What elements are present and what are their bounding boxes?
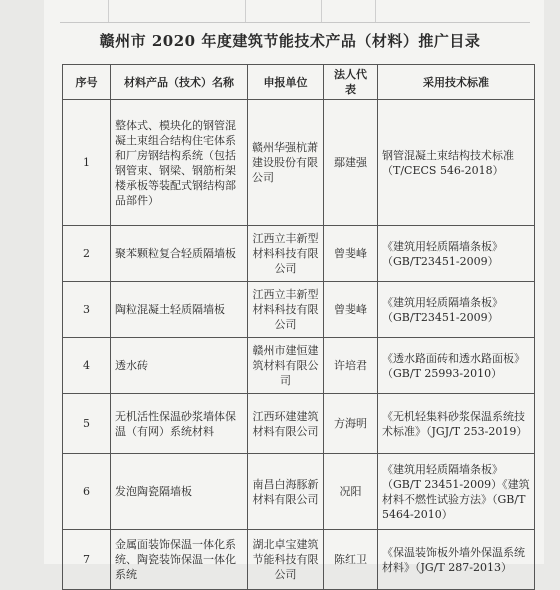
row-std: 《建筑用轻质隔墙条板》（GB/T23451-2009） (378, 282, 535, 338)
table-row (63, 338, 535, 394)
row-rep: 陈红卫 (324, 530, 378, 590)
row-rep: 方海明 (324, 394, 378, 454)
page-title: 赣州市 2020 年度建筑节能技术产品（材料）推广目录 (99, 32, 481, 50)
table-row (63, 394, 535, 454)
row-no: 3 (63, 282, 111, 338)
header-rep: 法人代表 (324, 65, 378, 100)
row-product: 金属面装饰保温一体化系统、陶瓷装饰保温一体化系统 (111, 530, 248, 590)
row-unit: 南昌白海豚新材料有限公司 (248, 454, 324, 530)
row-product: 陶粒混凝土轻质隔墙板 (111, 282, 248, 338)
row-unit: 江西环建建筑材料有限公司 (248, 394, 324, 454)
row-unit: 江西立丰新型材料科技有限公司 (248, 226, 324, 282)
row-std: 《建筑用轻质隔墙条板》（GB/T23451-2009） (378, 226, 535, 282)
row-rep: 鄢建强 (324, 100, 378, 226)
table-row (63, 282, 535, 338)
header-product: 材料产品（技术）名称 (111, 65, 248, 100)
row-no: 1 (63, 100, 111, 226)
row-rep: 曾斐峰 (324, 226, 378, 282)
row-std: 《无机轻集料砂浆保温系统技术标准》（JGJ/T 253-2019） (378, 394, 535, 454)
row-product: 整体式、模块化的钢管混凝土束组合结构住宅体系和厂房钢结构系统（包括钢管束、钢梁、钢筋桁架楼承板等装配式钢结构部品部件） (111, 100, 248, 226)
row-unit: 赣州华强杭萧建设股份有限公司 (248, 100, 324, 226)
table-row (63, 454, 535, 530)
row-unit: 江西立丰新型材料科技有限公司 (248, 282, 324, 338)
table-header-row (63, 65, 535, 100)
row-unit: 赣州市建恒建筑材料有限公司 (248, 338, 324, 394)
row-std: 《建筑用轻质隔墙条板》（GB/T 23451-2009）《建筑材料不燃性试验方法》（GB/T 5464-2010） (378, 454, 535, 530)
row-product: 无机活性保温砂浆墙体保温（有网）系统材料 (111, 394, 248, 454)
row-no: 7 (63, 530, 111, 590)
row-std: 钢管混凝土束结构技术标准（T/CECS 546-2018） (378, 100, 535, 226)
row-no: 5 (63, 394, 111, 454)
row-std: 《透水路面砖和透水路面板》（GB/T 25993-2010） (378, 338, 535, 394)
row-std: 《保温装饰板外墙外保温系统材料》（JG/T 287-2013） (378, 530, 535, 590)
row-rep: 况阳 (324, 454, 378, 530)
previous-page-table-edge (60, 0, 530, 23)
row-no: 2 (63, 226, 111, 282)
header-std: 采用技术标准 (378, 65, 535, 100)
header-unit: 申报单位 (248, 65, 324, 100)
table-row (63, 226, 535, 282)
row-product: 透水砖 (111, 338, 248, 394)
row-no: 4 (63, 338, 111, 394)
row-rep: 曾斐峰 (324, 282, 378, 338)
row-rep: 许培君 (324, 338, 378, 394)
product-catalog-table (62, 64, 535, 590)
row-unit: 湖北卓宝建筑节能科技有限公司 (248, 530, 324, 590)
row-product: 发泡陶瓷隔墙板 (111, 454, 248, 530)
table-row (63, 100, 535, 226)
table-row (63, 530, 535, 590)
header-no: 序号 (63, 65, 111, 100)
row-no: 6 (63, 454, 111, 530)
row-product: 聚苯颗粒复合轻质隔墙板 (111, 226, 248, 282)
